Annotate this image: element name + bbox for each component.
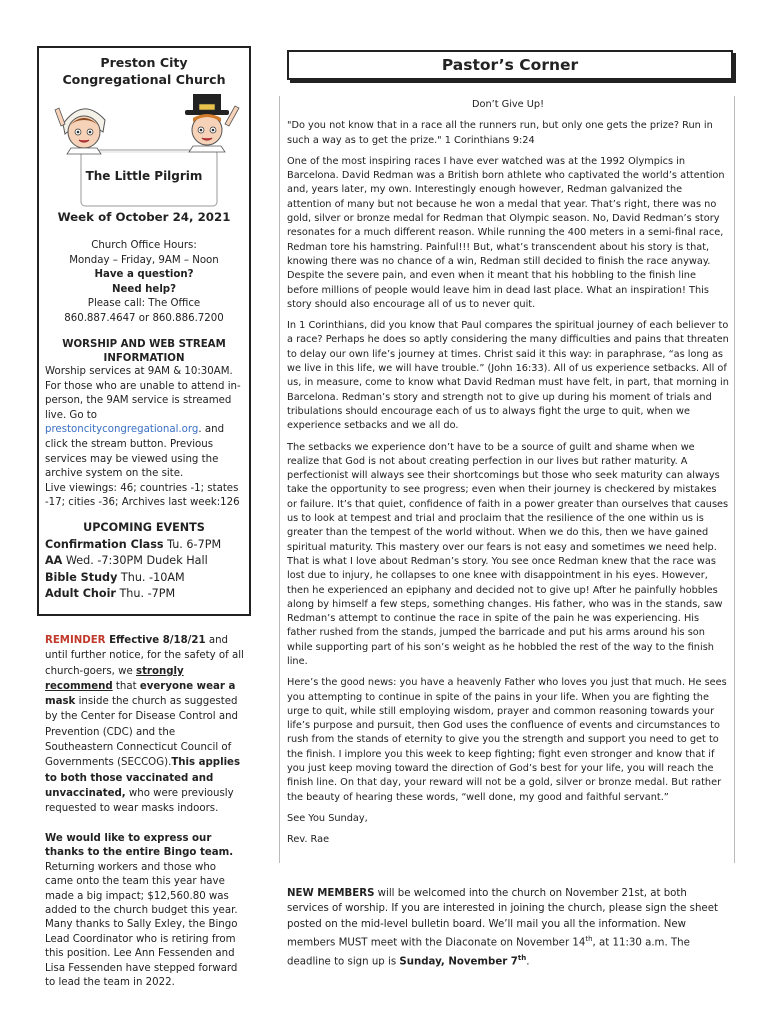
- reminder-text-4: who were previously requested to wear masks indoors.: [45, 787, 234, 815]
- article-title: Don’t Give Up!: [471, 99, 545, 110]
- worship-text-1: Worship services at 9AM & 10:30AM. For those who are unable to attend in-person, the 9AM service is streamed live. Go to: [45, 366, 241, 421]
- phone-numbers: 860.887.4647 or 860.886.7200: [64, 312, 224, 324]
- worship-heading-line1: WORSHIP AND WEB STREAM: [62, 339, 226, 350]
- deadline-date: Sunday, November 7: [399, 955, 518, 967]
- sidebar-box: [37, 46, 251, 616]
- event-name: Adult Choir: [45, 586, 116, 600]
- reminder-text-1: and until further notice, for the safety of all church-goers, we: [45, 635, 244, 677]
- reminder-strongly: strongly recommend: [45, 665, 184, 692]
- pilgrim-illustration: [53, 92, 241, 210]
- new-members-label: NEW MEMBERS: [287, 888, 375, 899]
- new-members-notice: [287, 886, 729, 969]
- event-time: Wed. -7:30PM Dudek Hall: [62, 554, 208, 568]
- reminder-text-2: that: [112, 680, 140, 692]
- reminder-effective: Effective 8/18/21: [105, 635, 206, 646]
- event-name: Bible Study: [45, 570, 118, 584]
- office-hours-title: Church Office Hours:: [91, 240, 197, 251]
- church-name: [39, 54, 249, 88]
- reminder-text-3: inside the church as suggested by the Center for Disease Control and Prevention (CDC) and the Southeastern Connecticut Council of Governments (SECCOG).: [45, 696, 239, 769]
- church-name-line2: Congregational Church: [62, 72, 226, 87]
- events-heading: UPCOMING EVENTS: [83, 521, 205, 534]
- article-signature: Rev. Rae: [287, 834, 330, 846]
- event-time: Tu. 6-7PM: [163, 538, 222, 551]
- pastors-corner-header: Pastor’s Corner: [287, 50, 733, 80]
- event-time: Thu. -7PM: [115, 586, 176, 600]
- worship-heading-line2: INFORMATION: [103, 353, 185, 364]
- event-item: [45, 537, 249, 553]
- reminder-everyone: everyone wear a mask: [45, 680, 236, 708]
- banner-label: The Little Pilgrim: [85, 169, 203, 183]
- event-time: Thu. -10AM: [117, 570, 185, 584]
- bingo-text: Returning workers and those who came onto the team this year have made a big impact; $12,560.80 was added to the church budget this year. Many thanks to Sally Exley, the Bingo Lead Coordinator who is retiring from this position. Lee Ann Fessenden and Lisa Fessenden have stepped forward to lead the team in 2022.: [45, 861, 238, 989]
- new-members-text-2: , at 11:30 a.m. The deadline to sign up is: [287, 937, 690, 967]
- worship-text-2: . and click the stream button. Previous services may be viewed using the archive system on the site.: [45, 424, 225, 480]
- events-list: [45, 537, 249, 602]
- new-members-text-1: will be welcomed into the church on November 21st, at both services of worship. If you are interested in joining the church, please sign the sheet posted on the mid-level bulletin board. We’ll mail you all the information. New members MUST meet with the Diaconate on November 14: [287, 888, 718, 949]
- article-paragraph: One of the most inspiring races I have ever watched was at the 1992 Olympics in Barcelona. David Redman was a British born athlete who captivated the world’s attention and, years later, my own. Interestingly enough however, Redman galvanized the attention of many but not because he won a medal that year. That’s right, there was no gold, silver or bronze medal for Redman that Olympic season. No, David Redman’s story resonates for a much different reason. While running the 400 meters in a semi-final race, Redman tore his hamstring. Painful!!! But, what’s transcendent about his story is that, knowing there was no chance of a win, Redman still decided to finish the race anyway. Despite the severe pain, and even when it meant that his hobbling to the finish line before millions of people would leave him in dead last place. What an inspiration! This story should also encourage all of us to never quit.: [287, 155, 725, 310]
- question-heading: Have a question?: [94, 269, 194, 280]
- ordinal-suffix: th: [517, 953, 527, 962]
- worship-info: [45, 365, 249, 511]
- article-paragraph: The setbacks we experience don’t have to be a source of guilt and shame when we realize that God is not about creating perfection in our lives but rather maturity. A perfectionist will always see their shortcomings but those who seek maturity can always take the opportunity to see progress; even when their journey is checkered by mistakes or failure. It’s that quiet, confidence of faith in a power greater than ourselves that causes us to look at tempest and trial and proclaim that the resilience of the one within us is greater than the tempest of the world without. When we do this, then we have gained spiritual maturity. This mastery over our fears is not easy and sometimes we need help. That is what I love about Redman’s story. You see once Redman knew that the race was lost due to injury, he collapses to one knee with disappointment in his eyes. However, then he experienced an epiphany and decided not to give up! After he painfully hobbles along by himself a few steps, something changes. His father, who was in the stands, saw Redman’s attempt to continue the race in spite of the pain he was experiencing. His father rushed from the stands, jumped the barricade and put his arms around his son while supporting part of his son’s weight as he hobbled the rest of the way to the finish line.: [287, 441, 729, 667]
- bingo-thanks: [45, 832, 245, 990]
- event-name: Confirmation Class: [45, 538, 164, 551]
- article-signoff: See You Sunday,: [287, 812, 368, 824]
- church-name-line1: Preston City: [100, 55, 188, 70]
- article-paragraph: Here’s the good news: you have a heavenly Father who loves you just that much. He sees you attempting to continue in spite of the pains in your life. When you are fighting the urge to quit, while still employing wisdom, prayer and common reasoning towards your life’s purpose and pursuit, then God uses the confluence of events and circumstances to rush from the stands of eternity to give you the strength and support you need to get to the finish. I implore you this week to keep fighting; fight even stronger and know that if you just keep moving toward the direction of God’s best for your life, you will reach the finish line. On that day, your reward will not be a gold, silver or bronze medal. But rather the beauty of hearing these words, “well done, my good and faithful servant.”: [287, 677, 727, 803]
- article-paragraph: In 1 Corinthians, did you know that Paul compares the spiritual journey of each believer to a race? Perhaps he does so aptly considering the many difficulties and pains that threaten to delay our own life’s journey at times. Christ said it this way: in paraphrase, “as long as we live in this life, we will have trouble.” (John 16:33). All of us experience setbacks. All of us, in measure, come to know what David Redman must have felt, in part, that morning in Barcelona. Redman’s story and strength not to give up during his moment of trials and tribulations should encourage each of us to always fight the urge to quit, when we experience setbacks and we all do.: [287, 320, 729, 432]
- office-hours-value: Monday – Friday, 9AM – Noon: [69, 254, 219, 266]
- new-members-text-3: .: [526, 955, 530, 967]
- reminder-applies: This applies to both those vaccinated and unvaccinated,: [45, 757, 241, 799]
- event-item: [45, 570, 249, 586]
- viewing-stats: Live viewings: 46; countries -1; states -17; cities -36; Archives last week:126: [45, 482, 240, 509]
- pastor-article: [287, 98, 729, 855]
- event-name: AA: [45, 554, 63, 568]
- office-hours: [39, 239, 249, 326]
- worship-heading: [39, 338, 249, 366]
- reminder-label: REMINDER: [45, 635, 106, 646]
- article-verse: "Do you not know that in a race all the runners run, but only one gets the prize? Run in such a way as to get the prize." 1 Corinthians 9:24: [287, 120, 713, 146]
- event-item: [45, 586, 249, 602]
- mask-reminder: [45, 633, 245, 817]
- boy-pilgrim-icon: [185, 94, 239, 152]
- bingo-heading: We would like to express our thanks to the entire Bingo team.: [45, 833, 234, 859]
- event-item: [45, 553, 249, 569]
- week-of: Week of October 24, 2021: [57, 210, 231, 224]
- website-link[interactable]: prestoncitycongregational.org: [45, 424, 199, 436]
- girl-pilgrim-icon: [55, 108, 105, 154]
- call-text: Please call: The Office: [87, 298, 201, 309]
- ordinal-suffix: th: [585, 934, 593, 943]
- need-help-heading: Need help?: [111, 283, 177, 295]
